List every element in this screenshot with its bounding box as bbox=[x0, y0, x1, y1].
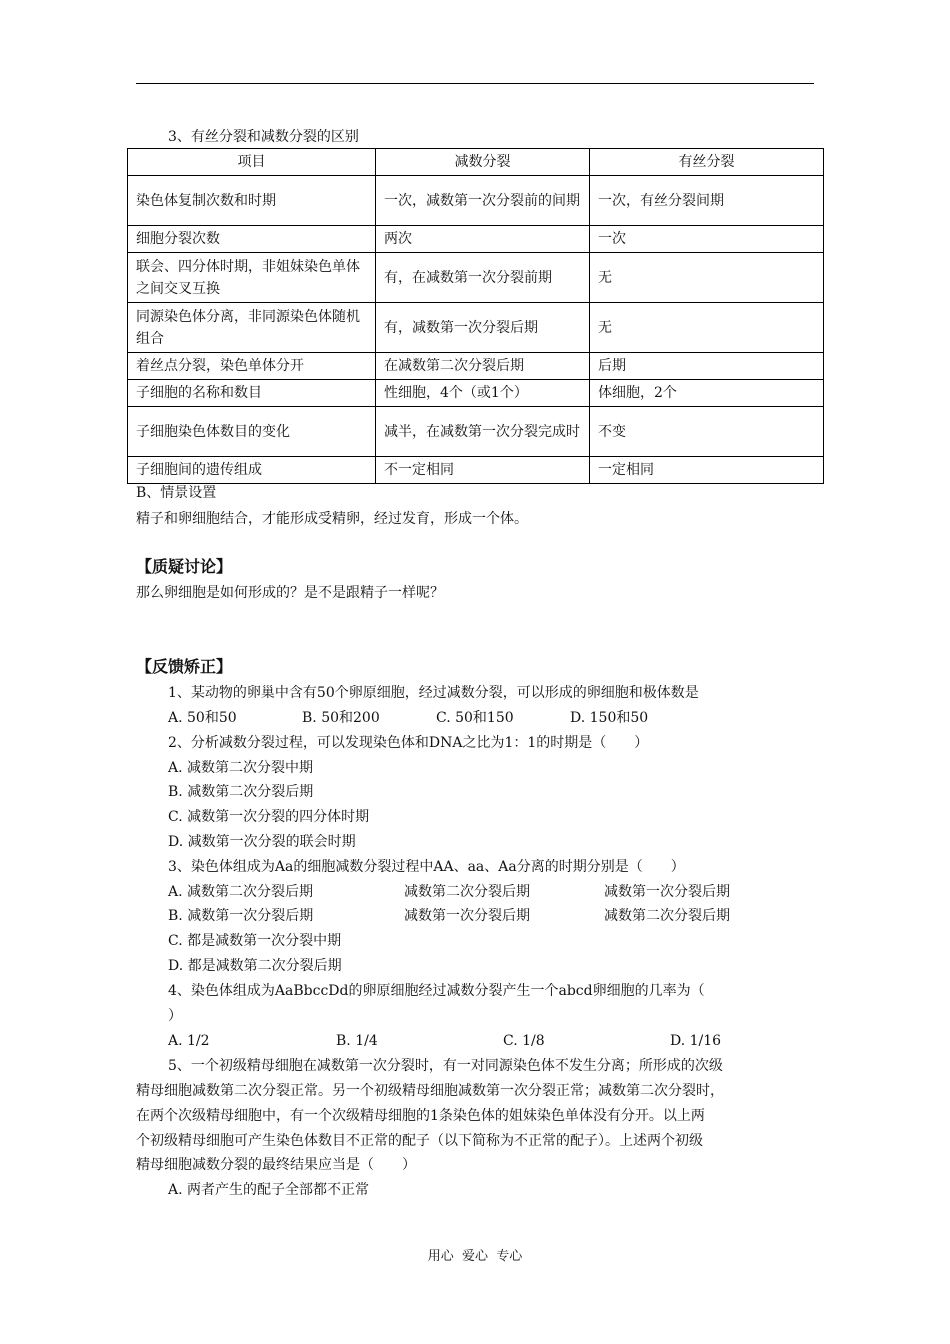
question-3-stem: 3、染色体组成为Aa的细胞减数分裂过程中AA、aa、Aa分离的时期分别是（ ） bbox=[168, 859, 685, 875]
table-cell: 一次，有丝分裂间期 bbox=[590, 176, 824, 226]
table-cell: 体细胞，2个 bbox=[590, 380, 824, 407]
question-3-option-a: A. 减数第二次分裂后期 bbox=[168, 884, 314, 900]
header-rule bbox=[136, 83, 814, 84]
question-5-line: 在两个次级精母细胞中，有一个次级精母细胞的1条染色体的姐妹染色单体没有分开。以上两 bbox=[136, 1108, 705, 1124]
question-2-stem: 2、分析减数分裂过程，可以发现染色体和DNA之比为1：1的时期是（ ） bbox=[168, 735, 649, 751]
question-2-option-c: C. 减数第一次分裂的四分体时期 bbox=[168, 809, 370, 825]
question-2-option-b: B. 减数第二次分裂后期 bbox=[168, 784, 314, 800]
table-header-cell: 有丝分裂 bbox=[590, 149, 824, 176]
question-3-option-b-part: 减数第二次分裂后期 bbox=[604, 908, 730, 924]
question-1-option-d: D. 150和50 bbox=[570, 710, 649, 726]
discussion-text: 那么卵细胞是如何形成的？是不是跟精子一样呢？ bbox=[136, 585, 444, 601]
table-cell: 子细胞染色体数目的变化 bbox=[128, 407, 376, 457]
question-5-line: 5、一个初级精母细胞在减数第一次分裂时，有一对同源染色体不发生分离；所形成的次级 bbox=[168, 1058, 723, 1074]
table-cell: 一次，减数第一次分裂前的间期 bbox=[376, 176, 590, 226]
question-3-option-b-part: 减数第一次分裂后期 bbox=[404, 908, 530, 924]
question-5-option-a: A. 两者产生的配子全部都不正常 bbox=[168, 1182, 370, 1198]
table-row bbox=[128, 176, 824, 226]
table-cell: 同源染色体分离，非同源染色体随机组合 bbox=[128, 303, 376, 353]
question-5-line: 个初级精母细胞可产生染色体数目不正常的配子（以下简称为不正常的配子）。上述两个初级 bbox=[136, 1133, 703, 1149]
question-3-option-a-part: 减数第一次分裂后期 bbox=[604, 884, 730, 900]
table-cell: 细胞分裂次数 bbox=[128, 226, 376, 253]
table-row bbox=[128, 303, 824, 353]
table-cell: 性细胞，4个（或1个） bbox=[376, 380, 590, 407]
question-3-option-c: C. 都是减数第一次分裂中期 bbox=[168, 933, 342, 949]
table-row bbox=[128, 380, 824, 407]
table-header-row bbox=[128, 149, 824, 176]
table-cell: 一定相同 bbox=[590, 457, 824, 484]
comparison-table bbox=[127, 148, 824, 484]
scenario-text: 精子和卵细胞结合，才能形成受精卵，经过发育，形成一个体。 bbox=[136, 511, 528, 527]
table-cell: 在减数第二次分裂后期 bbox=[376, 353, 590, 380]
question-4-stem: 4、染色体组成为AaBbccDd的卵原细胞经过减数分裂产生一个abcd卵细胞的几率为（ bbox=[168, 983, 705, 999]
table-header-cell: 减数分裂 bbox=[376, 149, 590, 176]
table-cell: 后期 bbox=[590, 353, 824, 380]
question-4-option-b: B. 1/4 bbox=[336, 1033, 378, 1049]
table-cell: 一次 bbox=[590, 226, 824, 253]
page-footer: 用心 爱心 专心 bbox=[427, 1249, 523, 1264]
table-header-cell: 项目 bbox=[128, 149, 376, 176]
question-2-option-a: A. 减数第二次分裂中期 bbox=[168, 760, 314, 776]
table-cell: 减半，在减数第一次分裂完成时 bbox=[376, 407, 590, 457]
table-cell: 有，减数第一次分裂后期 bbox=[376, 303, 590, 353]
table-cell: 联会、四分体时期，非姐妹染色单体之间交叉互换 bbox=[128, 253, 376, 303]
question-4-stem-cont: ） bbox=[168, 1008, 182, 1024]
question-3-option-b: B. 减数第一次分裂后期 bbox=[168, 908, 314, 924]
question-1-option-b: B. 50和200 bbox=[302, 710, 380, 726]
discussion-heading: 【质疑讨论】 bbox=[136, 557, 233, 576]
question-2-option-d: D. 减数第一次分裂的联会时期 bbox=[168, 834, 356, 850]
feedback-heading: 【反馈矫正】 bbox=[136, 657, 233, 676]
table-row bbox=[128, 226, 824, 253]
table-cell: 有，在减数第一次分裂前期 bbox=[376, 253, 590, 303]
question-5-line: 精母细胞减数第二次分裂正常。另一个初级精母细胞减数第一次分裂正常；减数第二次分裂时， bbox=[136, 1083, 724, 1099]
table-cell: 染色体复制次数和时期 bbox=[128, 176, 376, 226]
scenario-title: B、情景设置 bbox=[136, 485, 217, 501]
table-cell: 不一定相同 bbox=[376, 457, 590, 484]
table-cell: 着丝点分裂，染色单体分开 bbox=[128, 353, 376, 380]
table-row bbox=[128, 253, 824, 303]
question-5-line: 精母细胞减数分裂的最终结果应当是（ ） bbox=[136, 1157, 416, 1173]
question-1-option-a: A. 50和50 bbox=[168, 710, 237, 726]
table-cell: 子细胞间的遗传组成 bbox=[128, 457, 376, 484]
section-title: 3、有丝分裂和减数分裂的区别 bbox=[168, 129, 359, 145]
table-cell: 两次 bbox=[376, 226, 590, 253]
question-1-option-c: C. 50和150 bbox=[436, 710, 514, 726]
question-3-option-a-part: 减数第二次分裂后期 bbox=[404, 884, 530, 900]
question-3-option-d: D. 都是减数第二次分裂后期 bbox=[168, 958, 342, 974]
table-row bbox=[128, 457, 824, 484]
table-row bbox=[128, 353, 824, 380]
table-row bbox=[128, 407, 824, 457]
question-1-stem: 1、某动物的卵巢中含有50个卵原细胞，经过减数分裂，可以形成的卵细胞和极体数是 bbox=[168, 685, 699, 701]
question-4-option-c: C. 1/8 bbox=[503, 1033, 545, 1049]
question-4-option-d: D. 1/16 bbox=[670, 1033, 722, 1049]
table-cell: 无 bbox=[590, 303, 824, 353]
table-cell: 无 bbox=[590, 253, 824, 303]
table-cell: 不变 bbox=[590, 407, 824, 457]
question-4-option-a: A. 1/2 bbox=[168, 1033, 210, 1049]
table-cell: 子细胞的名称和数目 bbox=[128, 380, 376, 407]
